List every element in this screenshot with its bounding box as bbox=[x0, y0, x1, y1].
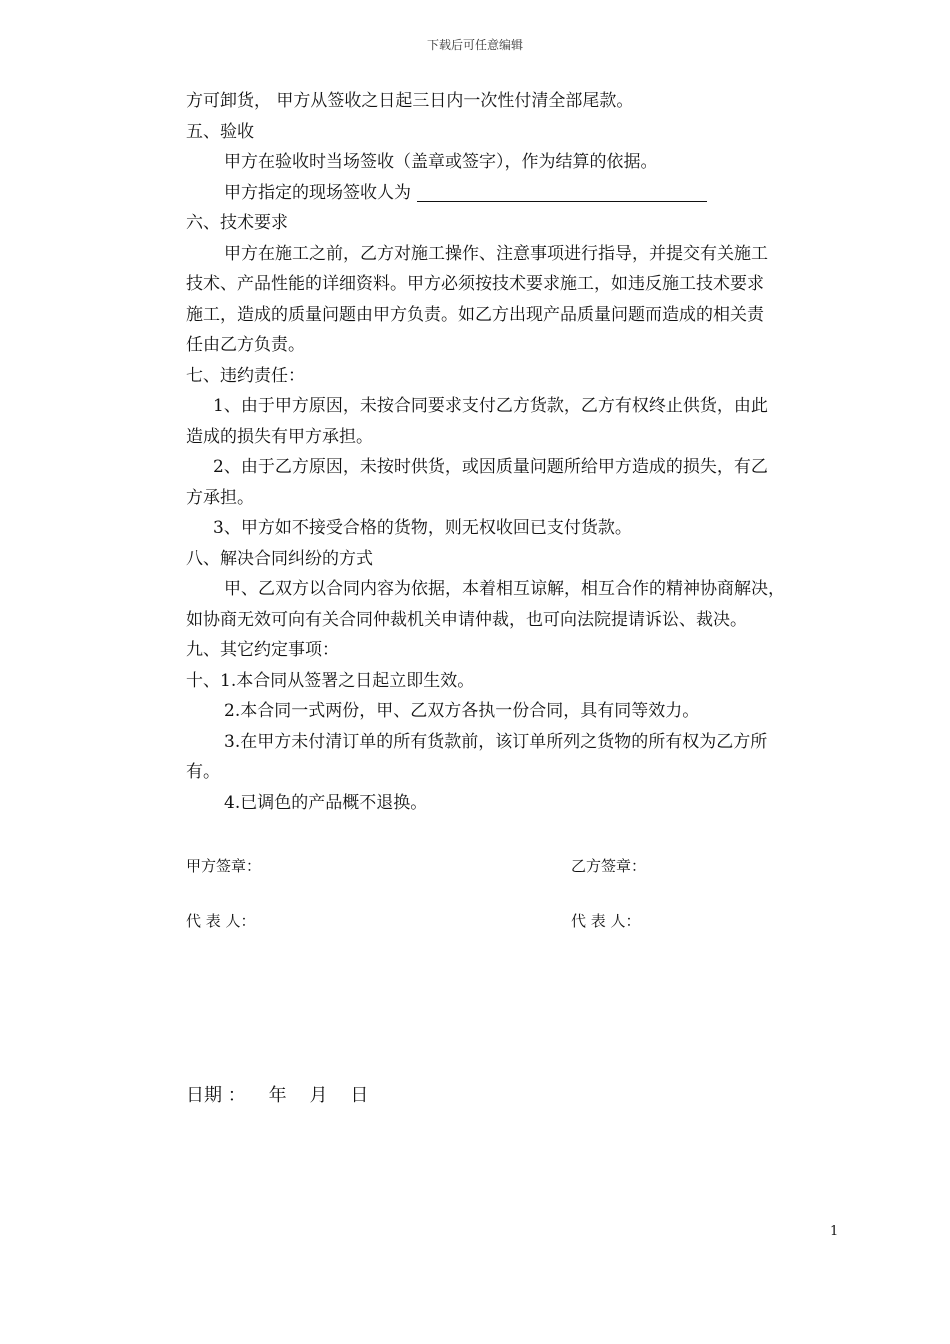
paragraph-line: 1、由于甲方原因，未按合同要求支付乙方货款，乙方有权终止供货，由此 bbox=[213, 396, 768, 416]
section-heading: 五、验收 bbox=[186, 121, 254, 142]
paragraph-line: 施工，造成的质量问题由甲方负责。如乙方出现产品质量问题而造成的相关责 bbox=[186, 304, 764, 325]
party-a-seal-label: 甲方签章： bbox=[186, 857, 262, 875]
paragraph-line: 4.已调色的产品概不退换。 bbox=[224, 792, 428, 813]
paragraph-line: 方可卸货， 甲方从签收之日起三日内一次性付清全部尾款。 bbox=[186, 91, 634, 111]
page-number: 1 bbox=[830, 1224, 839, 1239]
paragraph-line: 2.本合同一式两份，甲、乙双方各执一份合同，具有同等效力。 bbox=[224, 701, 700, 721]
paragraph-line: 甲方在验收时当场签收（盖章或签字），作为结算的依据。 bbox=[224, 152, 658, 172]
signer-blank-field[interactable] bbox=[417, 181, 707, 202]
contract-body bbox=[186, 86, 846, 818]
date-line: 日期 ： 年 月 日 bbox=[186, 1085, 369, 1106]
paragraph-line: 方承担。 bbox=[186, 487, 254, 508]
party-b-representative-label: 代 表 人： bbox=[571, 912, 641, 930]
page-header-note: 下载后可任意编辑 bbox=[426, 38, 523, 52]
paragraph-line: 3.在甲方未付清订单的所有货款前，该订单所列之货物的所有权为乙方所 bbox=[224, 731, 768, 752]
paragraph-line: 甲、乙双方以合同内容为依据，本着相互谅解，相互合作的精神协商解决， bbox=[224, 579, 785, 599]
paragraph-line: 2、由于乙方原因，未按时供货，或因质量问题所给甲方造成的损失，有乙 bbox=[213, 457, 768, 477]
section-heading: 十、1.本合同从签署之日起立即生效。 bbox=[186, 670, 475, 691]
section-heading: 九、其它约定事项： bbox=[186, 640, 339, 660]
party-b-seal-label: 乙方签章： bbox=[571, 857, 647, 875]
party-a-representative-label: 代 表 人： bbox=[186, 912, 256, 930]
paragraph-line: 如协商无效可向有关合同仲裁机关申请仲裁，也可向法院提请诉讼、裁决。 bbox=[186, 609, 747, 630]
paragraph-line: 技术、产品性能的详细资料。甲方必须按技术要求施工，如违反施工技术要求 bbox=[186, 274, 764, 294]
section-heading: 七、违约责任： bbox=[186, 365, 305, 386]
paragraph-line: 甲方指定的现场签收人为 bbox=[186, 178, 846, 209]
paragraph-line: 甲方在施工之前，乙方对施工操作、注意事项进行指导，并提交有关施工 bbox=[224, 243, 768, 264]
paragraph-line: 造成的损失有甲方承担。 bbox=[186, 426, 373, 447]
section-heading: 八、解决合同纠纷的方式 bbox=[186, 548, 373, 569]
paragraph-line: 3、甲方如不接受合格的货物，则无权收回已支付货款。 bbox=[213, 518, 632, 538]
paragraph-line: 有。 bbox=[186, 762, 220, 782]
paragraph-line: 任由乙方负责。 bbox=[186, 335, 305, 355]
section-heading: 六、技术要求 bbox=[186, 213, 288, 233]
